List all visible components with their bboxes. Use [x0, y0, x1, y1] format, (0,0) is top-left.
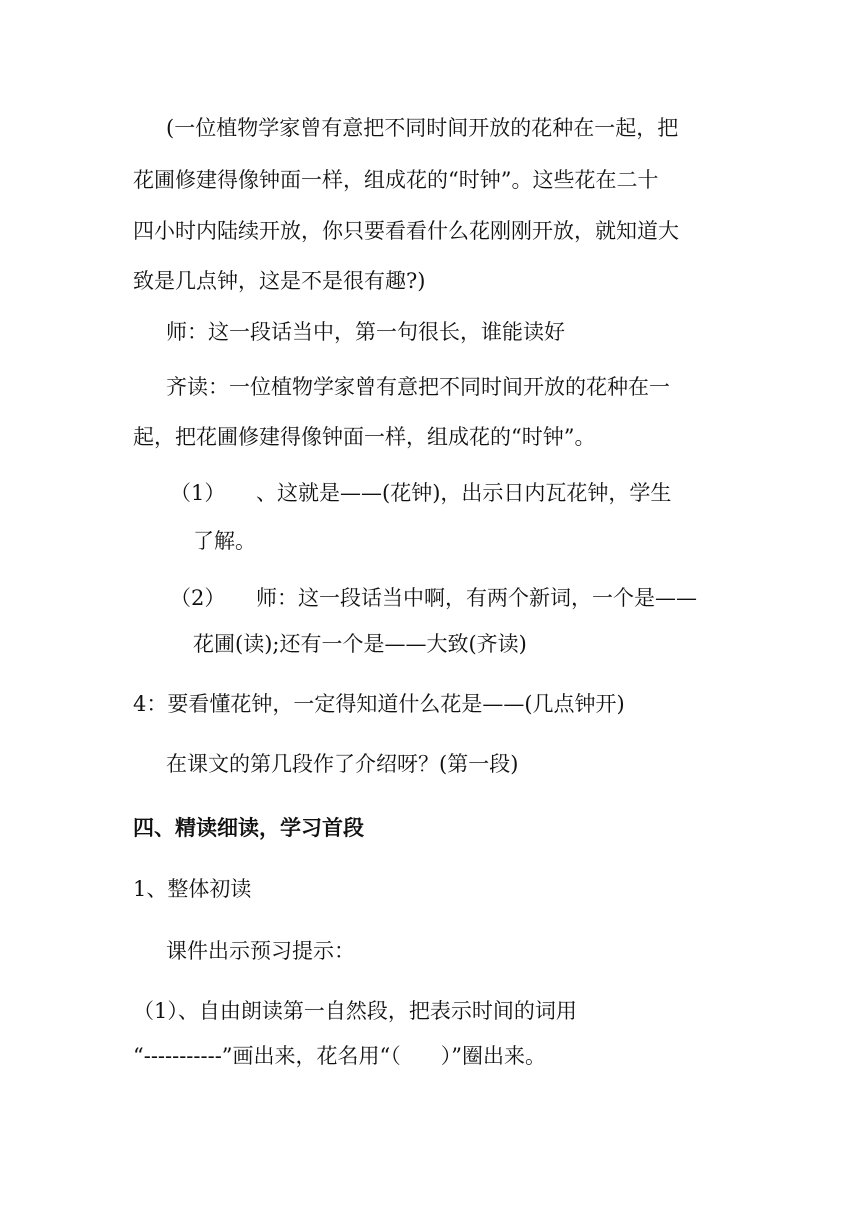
choral-line-2: 起，把花圃修建得像钟面一样，组成花的“时钟”。 — [133, 425, 596, 449]
intro-line-1: (一位植物学家曾有意把不同时间开放的花种在一起，把 — [166, 116, 679, 140]
item-2-marker: （2） — [170, 586, 226, 610]
item-1-line-1: 、这就是——(花钟)，出示日内瓦花钟，学生 — [256, 481, 672, 505]
intro-line-4: 致是几点钟，这是不是很有趣?) — [133, 269, 426, 293]
point-4: 4：要看懂花钟，一定得知道什么花是——(几点钟开) — [133, 692, 625, 716]
question-line: 在课文的第几段作了介绍呀？(第一段) — [166, 752, 519, 776]
teacher-line: 师：这一段话当中，第一句很长，谁能读好 — [166, 320, 565, 344]
intro-line-3: 四小时内陆续开放，你只要看看什么花刚刚开放，就知道大 — [133, 219, 679, 243]
item-2-line-2: 花圃(读);还有一个是——大致(齐读) — [193, 632, 527, 656]
item-1-marker: （1） — [170, 481, 226, 505]
section-heading: 四、精读细读，学习首段 — [133, 816, 364, 840]
choral-line-1: 齐读：一位植物学家曾有意把不同时间开放的花种在一 — [166, 375, 670, 399]
courseware-prompt: 课件出示预习提示： — [166, 939, 355, 963]
item-2-line-1: 师：这一段话当中啊，有两个新词，一个是—— — [256, 586, 697, 610]
intro-line-2: 花圃修建得像钟面一样，组成花的“时钟”。这些花在二十 — [133, 168, 659, 192]
tip-1-line-2: “-----------”画出来，花名用“（ ）”圈出来。 — [133, 1044, 547, 1068]
item-1-line-2: 了解。 — [193, 529, 256, 553]
tip-1-line-1: （1）、自由朗读第一自然段，把表示时间的词用 — [133, 999, 577, 1023]
step-1: 1、整体初读 — [133, 877, 252, 901]
